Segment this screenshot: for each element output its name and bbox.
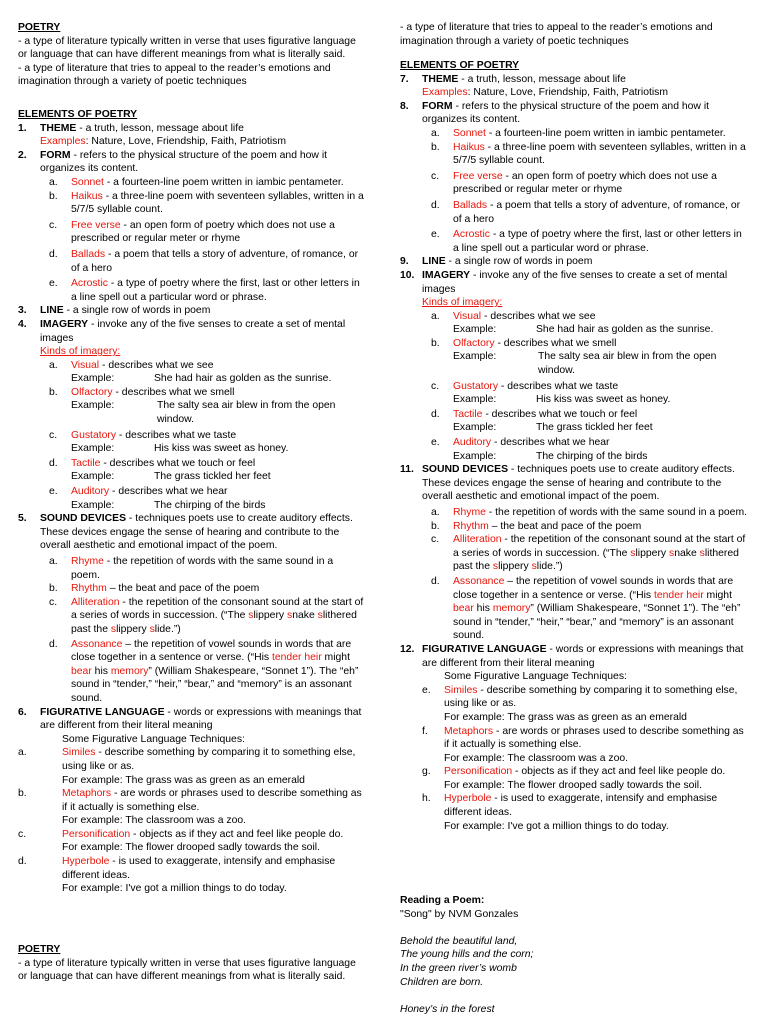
item-term: Auditory xyxy=(453,437,492,449)
item-desc: - objects as if they act and feel like people do. xyxy=(512,766,726,778)
list-number: 6. xyxy=(18,706,27,718)
imagery-example-auditory xyxy=(18,499,364,513)
example-label: Example: xyxy=(453,324,497,336)
examples-text: : Nature, Love, Friendship, Faith, Patriotism xyxy=(85,136,287,148)
poem-line: Children are born. xyxy=(400,976,484,988)
item-term: Visual xyxy=(71,359,100,371)
imagery-example-visual xyxy=(400,323,748,337)
sound-item-assonance xyxy=(18,638,364,706)
sound-desc: - techniques poets use to create auditory effects. These devices engage the sense of hearing and contribute to the overall aesthetic and emotional impact of the poem. xyxy=(422,464,735,503)
figurative-desc: - words or expressions with meanings that are different from their literal meaning xyxy=(40,706,362,732)
alliteration-word: lithered past the xyxy=(71,610,357,635)
item-letter: b. xyxy=(18,788,27,800)
item-term: Tactile xyxy=(453,408,483,420)
element-imagery xyxy=(400,269,748,296)
imagery-item-gustatory xyxy=(400,380,748,394)
item-term: Gustatory xyxy=(453,380,499,392)
assonance-words: bear xyxy=(453,603,474,615)
item-letter: b. xyxy=(431,520,440,532)
item-term: Free verse xyxy=(453,170,503,182)
alliteration-word: nake xyxy=(292,610,318,622)
imagery-item-auditory xyxy=(400,436,748,450)
form-item-haikus xyxy=(400,141,748,168)
example-text: His kiss was sweet as honey. xyxy=(536,394,671,406)
example-label: Example: xyxy=(453,450,497,462)
item-desc: - describes what we smell xyxy=(494,337,617,349)
alliteration-letter: s xyxy=(699,547,705,559)
list-number: 7. xyxy=(400,73,409,85)
item-desc: - the repetition of words with the same sound in a poem. xyxy=(71,556,334,581)
figurative-item-similes xyxy=(18,746,364,773)
alliteration-letter: s xyxy=(287,610,293,622)
item-letter: e. xyxy=(422,684,431,696)
figurative-example: For example: The grass was as green as an emerald xyxy=(62,774,305,786)
item-desc: - are words or phrases used to describe something as if it actually is something else. xyxy=(62,788,362,813)
reading-heading: Reading a Poem: xyxy=(400,895,485,906)
list-number: 9. xyxy=(400,256,409,268)
item-term: Tactile xyxy=(71,457,101,469)
element-theme xyxy=(18,122,364,136)
alliteration-word: lippery xyxy=(635,547,669,559)
figurative-intro: Some Figurative Language Techniques: xyxy=(444,671,627,683)
element-figurative-language xyxy=(400,643,748,670)
item-desc: - describe something by comparing it to something else, using like or as. xyxy=(62,747,356,772)
item-letter: e. xyxy=(49,278,58,290)
item-letter: e. xyxy=(431,437,440,449)
item-letter: d. xyxy=(49,638,58,650)
alliteration-letter: s xyxy=(669,547,675,559)
item-term: Auditory xyxy=(71,486,110,498)
item-term: Ballads xyxy=(453,199,488,211)
list-number: 12. xyxy=(400,643,415,655)
item-letter: b. xyxy=(431,337,440,349)
sound-item-rhythm xyxy=(400,520,748,534)
item-desc: – the repetition of vowel sounds in words that are close together in a sentence or verse. (“His xyxy=(453,575,734,601)
example-label: Example: xyxy=(453,422,497,434)
element-theme xyxy=(400,73,748,87)
item-desc: – the repetition of vowel sounds in words that are close together in a sentence or verse. (“His xyxy=(71,638,352,664)
line-desc: - a single row of words in poem xyxy=(445,256,593,268)
item-letter: g. xyxy=(422,766,431,778)
figurative-item-hyperbole xyxy=(18,855,364,882)
element-form xyxy=(18,149,364,176)
example-text: She had hair as golden as the sunrise. xyxy=(536,324,714,336)
assonance-words: bear xyxy=(71,665,92,677)
alliteration-word: lippery xyxy=(116,623,150,635)
poetry-definition-1: - a type of literature typically written in verse that uses figurative language or language that can have different meanings from what is literally said. xyxy=(18,957,356,983)
alliteration-word: nake xyxy=(674,547,700,559)
examples-text: : Nature, Love, Friendship, Faith, Patriotism xyxy=(467,87,669,99)
alliteration-word: lithered past the xyxy=(453,547,739,573)
item-term: Sonnet xyxy=(453,127,486,139)
item-letter: e. xyxy=(431,229,440,241)
poem-line: Honey’s in the forest xyxy=(400,1003,495,1015)
figurative-item-personification xyxy=(400,765,748,779)
poem-title: "Song" by NVM Gonzales xyxy=(400,908,519,920)
item-letter: c. xyxy=(49,429,58,441)
theme-examples xyxy=(400,86,748,100)
item-letter: d. xyxy=(431,408,440,420)
poetry-definition-2: - a type of literature that tries to appeal to the reader’s emotions and imagination through a variety of poetic techniques xyxy=(18,62,331,88)
alliteration-letter: s xyxy=(149,623,155,635)
item-letter: c. xyxy=(431,170,440,182)
alliteration-letter: s xyxy=(531,561,537,573)
item-term: Acrostic xyxy=(71,278,108,290)
poetry-definition-1: - a type of literature typically written in verse that uses figurative language or language that can have different meanings from what is literally said. xyxy=(18,35,356,61)
sound-label: SOUND DEVICES xyxy=(40,513,127,525)
alliteration-word: lippery xyxy=(498,561,532,573)
imagery-item-tactile xyxy=(400,408,748,422)
imagery-example-gustatory xyxy=(400,393,748,407)
figurative-example: For example: The flower drooped sadly towards the soil. xyxy=(62,842,320,854)
item-desc: - describes what we taste xyxy=(116,429,237,441)
item-desc: - describes what we touch or feel xyxy=(100,457,256,469)
figurative-example: For example: I've got a million things to do today. xyxy=(444,820,669,832)
item-desc: – the beat and pace of the poem xyxy=(488,520,642,532)
element-sound-devices xyxy=(400,463,748,504)
figurative-example: For example: I've got a million things to do today. xyxy=(62,883,287,895)
alliteration-letter: s xyxy=(492,561,499,573)
item-letter: b. xyxy=(49,386,58,398)
elements-heading: ELEMENTS OF POETRY xyxy=(18,109,138,120)
item-letter: a. xyxy=(18,747,27,759)
example-label: Example: xyxy=(71,443,115,455)
item-desc: - a type of poetry where the first, last or other letters in a line spell out a particular word or phrase. xyxy=(71,278,360,303)
imagery-example-gustatory xyxy=(18,442,364,456)
item-letter: a. xyxy=(49,176,58,188)
alliteration-word: lide.”) xyxy=(536,561,563,573)
item-term: Assonance xyxy=(453,575,505,587)
reading-a-poem xyxy=(400,894,748,1016)
item-term: Alliteration xyxy=(71,596,120,608)
item-term: Similes xyxy=(62,747,96,759)
item-term: Metaphors xyxy=(62,788,112,800)
alliteration-word: lide.”) xyxy=(154,623,181,635)
list-number: 8. xyxy=(400,100,409,112)
element-line xyxy=(18,304,364,318)
theme-label: THEME xyxy=(40,122,77,134)
poetry-heading: POETRY xyxy=(18,22,61,33)
example-text: The grass tickled her feet xyxy=(536,422,653,434)
figurative-item-similes xyxy=(400,684,748,711)
poem-line: The young hills and the corn; xyxy=(400,949,534,961)
imagery-desc: - invoke any of the five senses to create a set of mental images xyxy=(422,269,728,295)
theme-desc: - a truth, lesson, message about life xyxy=(458,73,626,85)
item-letter: b. xyxy=(431,141,440,153)
example-label: Example: xyxy=(453,351,497,363)
imagery-label: IMAGERY xyxy=(40,318,89,330)
item-term: Olfactory xyxy=(453,337,495,349)
item-desc: - a poem that tells a story of adventure, of romance, or of a hero xyxy=(71,248,359,274)
item-letter: a. xyxy=(431,507,440,518)
assonance-words: tender heir xyxy=(653,589,704,601)
poetry-definition-block-repeat xyxy=(18,943,364,984)
item-term: Rhyme xyxy=(453,507,486,518)
item-term: Ballads xyxy=(71,248,106,260)
form-item-free-verse xyxy=(18,219,364,246)
poem-line: In the green river’s womb xyxy=(400,962,517,974)
kinds-of-imagery-label: Kinds of imagery: xyxy=(422,297,503,309)
item-letter: a. xyxy=(49,556,58,567)
item-letter: d. xyxy=(49,248,58,260)
poetry-definition-2: - a type of literature that tries to appeal to the reader’s emotions and imagination through a variety of poetic techniques xyxy=(400,22,713,47)
item-term: Metaphors xyxy=(444,725,494,737)
item-term: Rhythm xyxy=(71,583,107,595)
assonance-text: his xyxy=(91,665,111,677)
item-term: Hyperbole xyxy=(62,856,110,868)
element-figurative-language xyxy=(18,706,364,733)
example-label: Example: xyxy=(71,373,115,385)
sound-item-rhyme xyxy=(400,506,748,520)
figurative-item-personification xyxy=(18,828,364,842)
poetry-definition-continued xyxy=(400,21,748,48)
item-letter: a. xyxy=(431,127,440,139)
poem-line: Behold the beautiful land, xyxy=(400,935,518,947)
list-number: 5. xyxy=(18,513,27,525)
item-term: Personification xyxy=(62,828,131,840)
item-desc: - describes what we hear xyxy=(109,486,228,498)
item-letter: c. xyxy=(431,534,440,546)
assonance-words: memory xyxy=(492,603,531,615)
figurative-example: For example: The classroom was a zoo. xyxy=(62,815,247,827)
element-sound-devices xyxy=(18,512,364,553)
sound-desc: - techniques poets use to create auditory effects. These devices engage the sense of hearing and contribute to the overall aesthetic and emotional impact of the poem. xyxy=(40,513,353,552)
item-letter: c. xyxy=(49,219,58,231)
assonance-words: tender heir xyxy=(271,652,322,664)
sound-item-rhyme xyxy=(18,555,364,582)
item-letter: a. xyxy=(431,310,440,322)
imagery-desc: - invoke any of the five senses to create a set of mental images xyxy=(40,318,346,344)
example-label: Example: xyxy=(71,471,115,483)
imagery-item-visual xyxy=(18,359,364,373)
assonance-text: might xyxy=(321,652,350,664)
item-term: Haikus xyxy=(71,190,103,202)
sound-item-alliteration xyxy=(400,533,748,574)
item-letter: a. xyxy=(49,359,58,371)
example-text: The chirping of the birds xyxy=(536,450,648,462)
kinds-of-imagery-label: Kinds of imagery: xyxy=(40,346,121,358)
item-term: Assonance xyxy=(71,638,123,650)
item-desc: - describes what we see xyxy=(99,359,214,371)
imagery-example-olfactory xyxy=(400,350,748,377)
item-desc: - is used to exaggerate, intensify and emphasise different ideas. xyxy=(444,793,718,819)
imagery-item-visual xyxy=(400,310,748,324)
elements-of-poetry-left xyxy=(18,108,364,896)
item-desc: - the repetition of the consonant sound at the start of a series of words in succession. (“The xyxy=(453,534,746,559)
form-label: FORM xyxy=(40,149,71,161)
figurative-item-metaphors xyxy=(400,725,748,752)
imagery-example-auditory xyxy=(400,450,748,464)
form-item-ballads xyxy=(400,199,748,226)
theme-desc: - a truth, lesson, message about life xyxy=(76,122,244,134)
form-label: FORM xyxy=(422,100,453,112)
item-desc: - describes what we hear xyxy=(491,437,610,449)
item-term: Personification xyxy=(444,766,513,778)
item-letter: c. xyxy=(431,380,440,392)
form-item-acrostic xyxy=(18,277,364,304)
line-desc: - a single row of words in poem xyxy=(63,305,211,317)
item-term: Rhyme xyxy=(71,556,104,567)
item-desc: - are words or phrases used to describe something as if it actually is something else. xyxy=(444,725,744,751)
item-desc: - the repetition of words with the same sound in a poem. xyxy=(485,507,747,518)
assonance-text: ” (William Shakespeare, “Sonnet 1”). The “eh” sound in “tender,” “heir,” “bear,” and “memory” is an assonant sound. xyxy=(453,603,741,642)
examples-label: Examples xyxy=(40,136,86,148)
item-letter: d. xyxy=(431,575,440,587)
line-label: LINE xyxy=(40,305,64,317)
list-number: 4. xyxy=(18,318,27,330)
alliteration-letter: s xyxy=(248,610,254,622)
elements-heading: ELEMENTS OF POETRY xyxy=(400,60,520,71)
item-desc: – the beat and pace of the poem xyxy=(106,583,260,595)
list-number: 1. xyxy=(18,122,27,134)
imagery-label: IMAGERY xyxy=(422,269,471,281)
line-label: LINE xyxy=(422,256,446,268)
poetry-heading: POETRY xyxy=(18,944,61,955)
sound-item-assonance xyxy=(400,575,748,643)
imagery-example-tactile xyxy=(18,470,364,484)
item-desc: - describes what we taste xyxy=(498,380,619,392)
elements-of-poetry-right xyxy=(400,59,748,833)
form-item-haikus xyxy=(18,190,364,217)
item-letter: d. xyxy=(49,457,58,469)
item-desc: - a three-line poem with seventeen syllables, written in a 5/7/5 syllable count. xyxy=(71,190,364,216)
form-item-sonnet xyxy=(400,127,748,141)
alliteration-letter: s xyxy=(317,610,323,622)
item-term: Sonnet xyxy=(71,176,104,188)
element-imagery xyxy=(18,318,364,345)
assonance-text: ” (William Shakespeare, “Sonnet 1”). The “eh” sound in “tender,” “heir,” “bear,” and “memory” is an assonant sound. xyxy=(71,665,359,704)
item-term: Olfactory xyxy=(71,386,113,398)
imagery-example-tactile xyxy=(400,421,748,435)
figurative-example: For example: The flower drooped sadly towards the soil. xyxy=(444,779,702,791)
list-number: 10. xyxy=(400,269,415,281)
example-text: The chirping of the birds xyxy=(154,499,266,511)
item-term: Acrostic xyxy=(453,229,490,241)
example-label: Example: xyxy=(453,394,497,406)
item-letter: e. xyxy=(49,486,58,498)
item-letter: h. xyxy=(422,793,431,805)
item-desc: - an open form of poetry which does not use a prescribed or regular meter or rhyme xyxy=(453,170,717,196)
item-desc: - a poem that tells a story of adventure, of romance, or of a hero xyxy=(453,199,741,225)
item-desc: - a type of poetry where the first, last or other letters in a line spell out a particular word or phrase. xyxy=(453,229,742,254)
item-desc: - describes what we smell xyxy=(112,386,235,398)
item-letter: f. xyxy=(422,725,428,737)
imagery-item-olfactory xyxy=(400,337,748,351)
item-term: Free verse xyxy=(71,219,121,231)
theme-label: THEME xyxy=(422,73,459,85)
assonance-text: his xyxy=(473,603,493,615)
imagery-item-tactile xyxy=(18,457,364,471)
item-letter: c. xyxy=(18,828,27,840)
examples-label: Examples xyxy=(422,87,468,99)
example-text: The salty sea air blew in from the open window. xyxy=(538,351,717,377)
item-letter: d. xyxy=(431,199,440,211)
item-letter: c. xyxy=(49,596,58,608)
figurative-label: FIGURATIVE LANGUAGE xyxy=(422,643,547,655)
item-desc: - a three-line poem with seventeen syllables, written in a 5/7/5 syllable count. xyxy=(453,141,746,167)
assonance-text: might xyxy=(703,589,732,601)
poetry-definition-block xyxy=(18,21,364,89)
figurative-example: For example: The grass was as green as an emerald xyxy=(444,711,687,723)
imagery-item-olfactory xyxy=(18,386,364,400)
item-term: Alliteration xyxy=(453,534,502,546)
imagery-item-gustatory xyxy=(18,429,364,443)
figurative-desc: - words or expressions with meanings that are different from their literal meaning xyxy=(422,643,744,669)
figurative-intro: Some Figurative Language Techniques: xyxy=(62,733,245,745)
list-number: 11. xyxy=(400,464,414,476)
item-term: Similes xyxy=(444,684,478,696)
element-line xyxy=(400,255,748,269)
sound-item-rhythm xyxy=(18,582,364,596)
item-term: Rhythm xyxy=(453,520,489,532)
item-term: Gustatory xyxy=(71,429,117,441)
list-number: 2. xyxy=(18,149,27,161)
item-desc: - describes what we see xyxy=(481,310,596,322)
example-text: His kiss was sweet as honey. xyxy=(154,443,289,455)
sound-item-alliteration xyxy=(18,596,364,637)
imagery-item-auditory xyxy=(18,485,364,499)
form-item-free-verse xyxy=(400,170,748,197)
figurative-example: For example: The classroom was a zoo. xyxy=(444,752,629,764)
form-desc: - refers to the physical structure of the poem and how it organizes its content. xyxy=(40,149,328,175)
figurative-item-metaphors xyxy=(18,787,364,814)
item-term: Haikus xyxy=(453,141,485,153)
example-text: The salty sea air blew in from the open window. xyxy=(157,400,336,426)
form-item-ballads xyxy=(18,248,364,275)
theme-examples xyxy=(18,135,364,149)
item-term: Visual xyxy=(453,310,482,322)
alliteration-letter: s xyxy=(630,547,636,559)
item-letter: b. xyxy=(49,190,58,202)
element-form xyxy=(400,100,748,127)
item-desc: - an open form of poetry which does not use a prescribed or regular meter or rhyme xyxy=(71,219,335,245)
example-label: Example: xyxy=(71,400,115,412)
item-letter: b. xyxy=(49,583,58,595)
example-text: She had hair as golden as the sunrise. xyxy=(154,373,332,385)
item-desc: - objects as if they act and feel like people do. xyxy=(130,828,344,840)
item-desc: - the repetition of the consonant sound at the start of a series of words in succession. (“The xyxy=(71,596,364,622)
list-number: 3. xyxy=(18,305,27,317)
item-desc: - describe something by comparing it to something else, using like or as. xyxy=(444,684,738,710)
figurative-item-hyperbole xyxy=(400,792,748,819)
item-term: Hyperbole xyxy=(444,793,492,805)
assonance-words: memory xyxy=(110,665,149,677)
figurative-label: FIGURATIVE LANGUAGE xyxy=(40,706,165,718)
item-desc: - is used to exaggerate, intensify and emphasise different ideas. xyxy=(62,856,336,881)
form-item-acrostic xyxy=(400,228,748,255)
item-desc: - describes what we touch or feel xyxy=(482,408,638,420)
example-text: The grass tickled her feet xyxy=(154,471,271,483)
alliteration-word: lippery xyxy=(253,610,287,622)
imagery-example-visual xyxy=(18,372,364,386)
imagery-example-olfactory xyxy=(18,399,364,426)
item-letter: d. xyxy=(18,856,27,868)
form-desc: - refers to the physical structure of the poem and how it organizes its content. xyxy=(422,100,710,126)
form-item-sonnet xyxy=(18,176,364,190)
item-desc: - a fourteen-line poem written in iambic pentameter. xyxy=(485,127,726,139)
alliteration-letter: s xyxy=(110,623,117,635)
sound-label: SOUND DEVICES xyxy=(422,464,509,476)
example-label: Example: xyxy=(71,499,115,511)
item-desc: - a fourteen-line poem written in iambic pentameter. xyxy=(103,176,344,188)
